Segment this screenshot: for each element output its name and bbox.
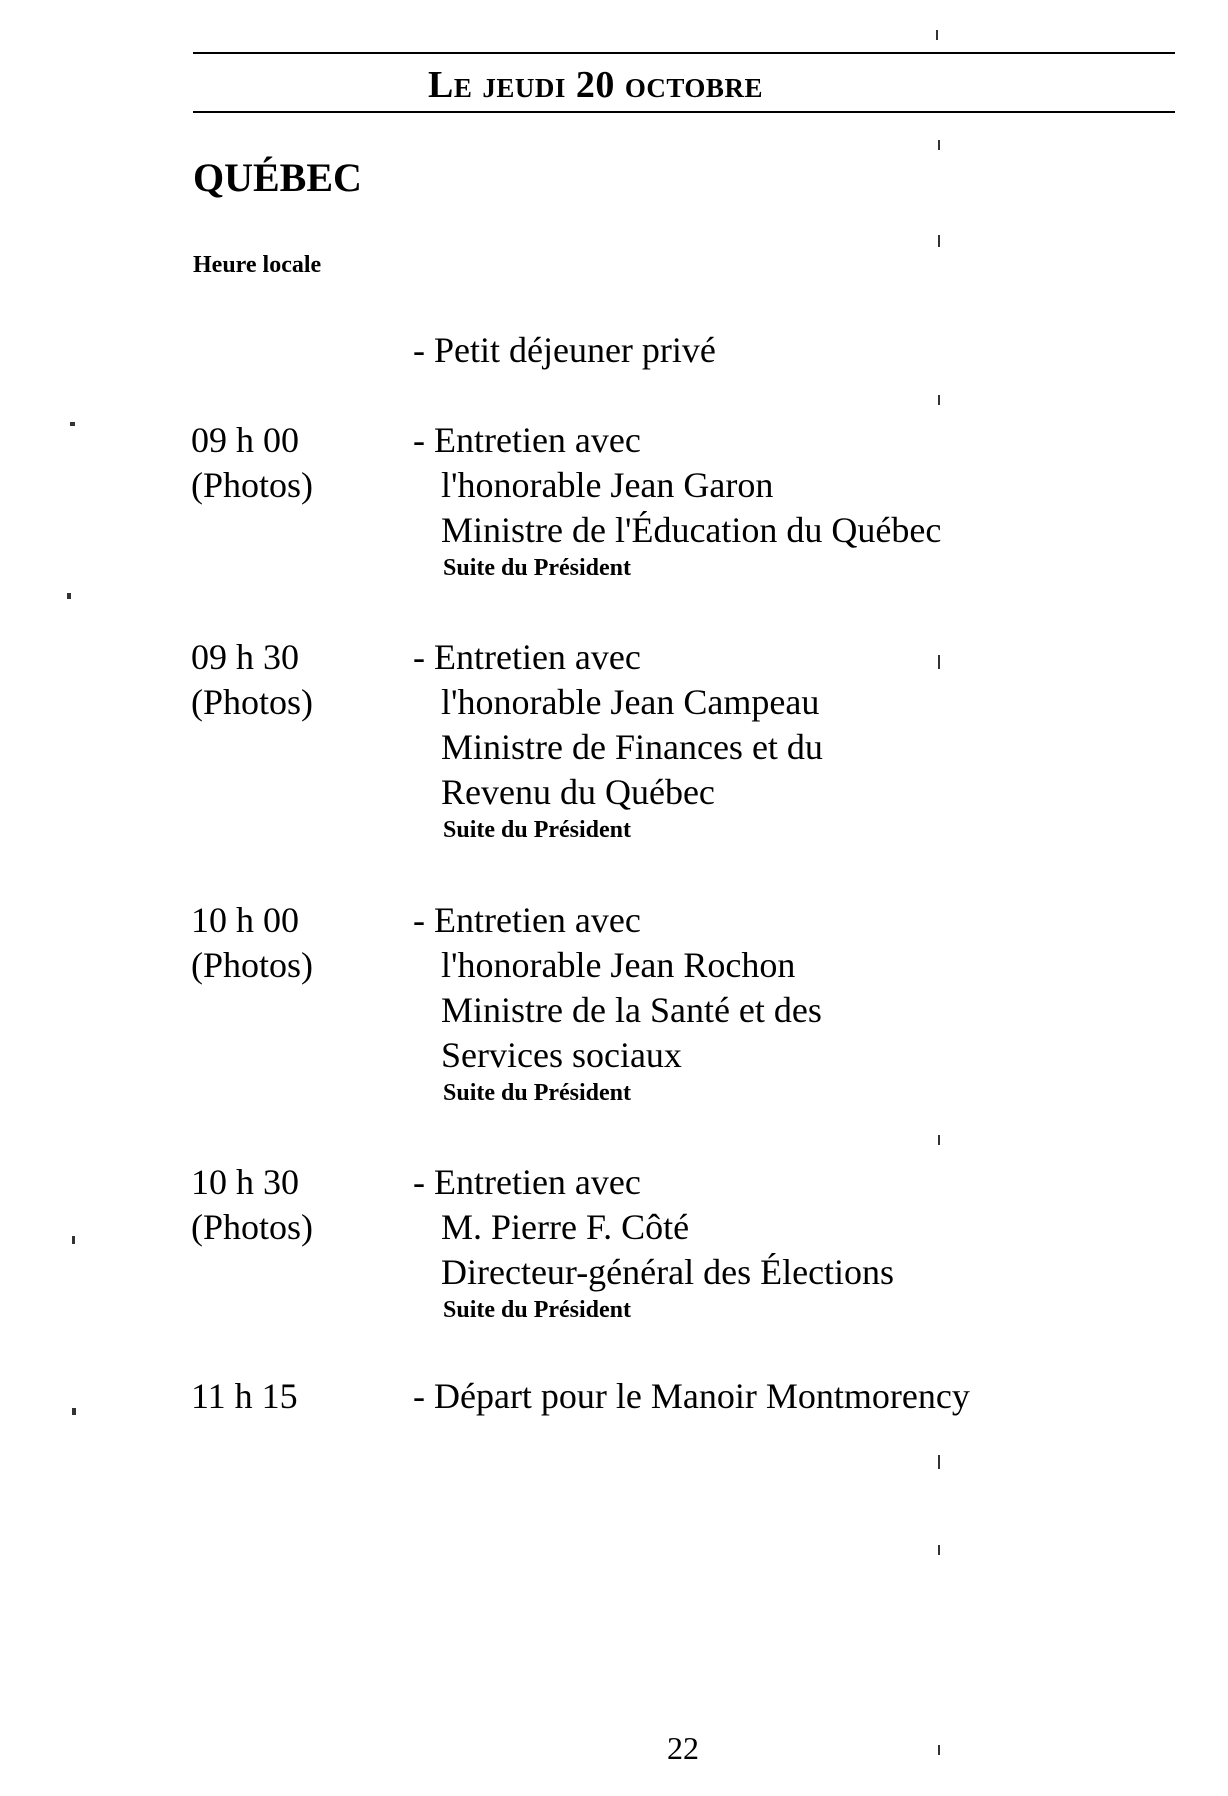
entry-description: [413, 1374, 1173, 1419]
entry-time: 09 h 00: [191, 420, 299, 460]
entry-description: [413, 418, 1173, 583]
entry-line: - Petit déjeuner privé: [413, 330, 716, 370]
entry-line: Directeur-général des Élections: [441, 1252, 895, 1292]
entry-line: - Entretien avec: [413, 637, 641, 677]
scan-speck: [938, 1745, 940, 1755]
entry-description: [413, 328, 1173, 373]
scan-speck: [938, 1455, 940, 1469]
entry-line: l'honorable Jean Rochon: [441, 945, 796, 985]
entry-time-column: [191, 1374, 411, 1419]
entry-photos-note: (Photos): [191, 1207, 314, 1247]
entry-suite: Suite du Président: [443, 555, 632, 581]
entry-description: [413, 1160, 1173, 1325]
entry-line: - Entretien avec: [413, 900, 641, 940]
scan-speck: [938, 235, 940, 247]
entry-suite: Suite du Président: [443, 1080, 632, 1106]
entry-line: l'honorable Jean Garon: [441, 465, 774, 505]
entry-description: [413, 898, 1173, 1108]
scan-speck: [72, 1236, 75, 1244]
local-time-label: Heure locale: [193, 252, 322, 278]
entry-line: - Entretien avec: [413, 420, 641, 460]
page-number: 22: [667, 1730, 699, 1766]
entry-time-column: [191, 898, 411, 988]
scan-speck: [72, 1408, 76, 1415]
entry-line: - Entretien avec: [413, 1162, 641, 1202]
entry-line: Ministre de la Santé et des: [441, 990, 822, 1030]
scan-speck: [938, 1545, 940, 1555]
entry-time-column: [191, 635, 411, 725]
entry-line: M. Pierre F. Côté: [441, 1207, 690, 1247]
entry-line: l'honorable Jean Campeau: [441, 682, 820, 722]
entry-time: 10 h 30: [191, 1162, 299, 1202]
entry-line: Services sociaux: [441, 1035, 682, 1075]
entry-photos-note: (Photos): [191, 682, 314, 722]
entry-photos-note: (Photos): [191, 945, 314, 985]
header-top-rule: [193, 52, 1175, 54]
entry-time-column: [191, 418, 411, 508]
entry-time: 09 h 30: [191, 637, 299, 677]
entry-line: - Départ pour le Manoir Montmorency: [413, 1376, 970, 1416]
entry-suite: Suite du Président: [443, 1297, 632, 1323]
entry-time-column: [191, 1160, 411, 1250]
entry-time: 10 h 00: [191, 900, 299, 940]
scan-speck: [67, 593, 71, 599]
city-heading: QUÉBEC: [193, 155, 362, 200]
entry-time: 11 h 15: [191, 1376, 298, 1416]
scan-speck: [938, 655, 940, 669]
entry-line: Ministre de Finances et du: [441, 727, 823, 767]
entry-line: Ministre de l'Éducation du Québec: [441, 510, 942, 550]
scan-speck: [938, 1135, 940, 1145]
entry-line: Revenu du Québec: [441, 772, 715, 812]
scan-speck: [936, 30, 938, 40]
entry-description: [413, 635, 1173, 845]
header-bottom-rule: [193, 111, 1175, 113]
scan-speck: [938, 140, 940, 150]
scan-speck: [70, 422, 75, 426]
scan-speck: [938, 395, 940, 405]
entry-photos-note: (Photos): [191, 465, 314, 505]
entry-suite: Suite du Président: [443, 817, 632, 843]
page-header-title: Le jeudi 20 octobre: [428, 64, 763, 106]
